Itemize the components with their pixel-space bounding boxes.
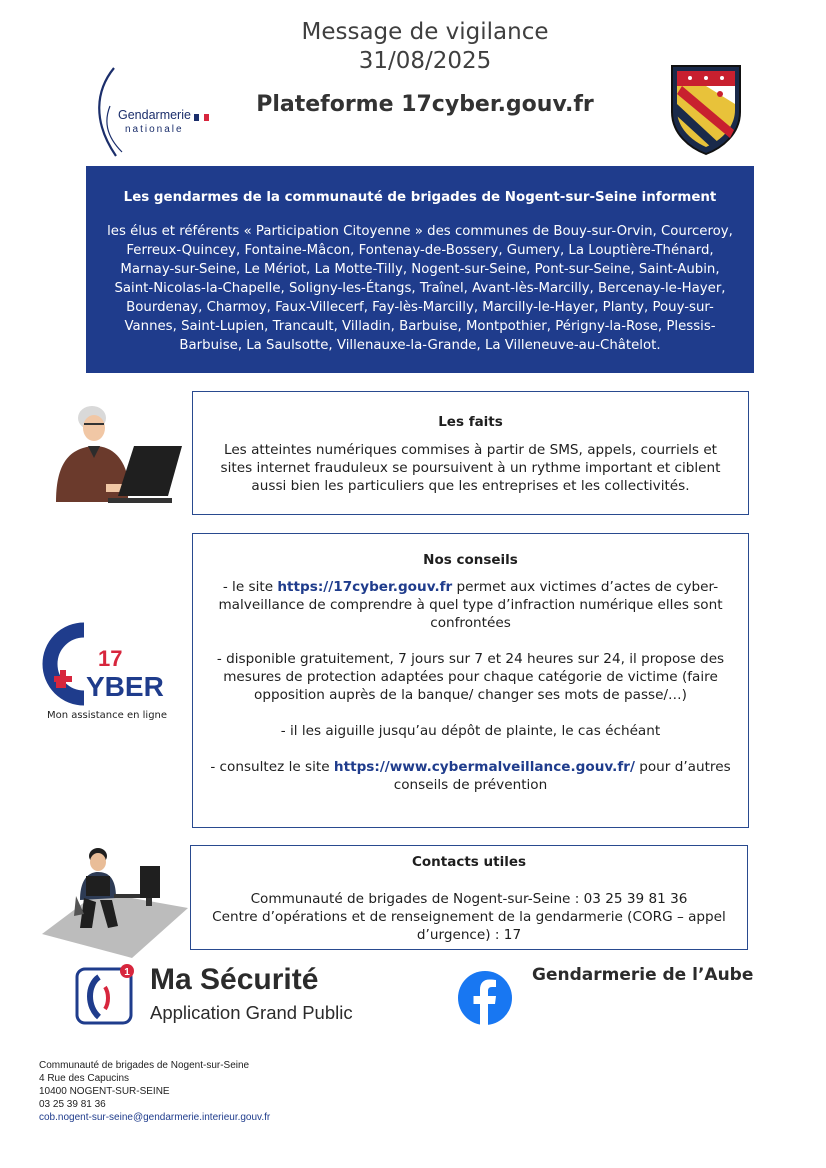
gendarmerie-logo-line1: Gendarmerie xyxy=(118,108,191,122)
coat-of-arms-shield xyxy=(670,64,742,156)
ma-securite-badge: 1 xyxy=(124,967,130,978)
17cyber-logo xyxy=(40,622,172,722)
advice-title: Nos conseils xyxy=(423,552,518,568)
facebook-icon xyxy=(457,970,513,1026)
advice-paragraph-4 xyxy=(207,758,734,794)
ma-securite-icon xyxy=(75,963,135,1025)
ma-securite-app-icon[interactable] xyxy=(75,963,135,1025)
17cyber-link[interactable]: https://17cyber.gouv.fr xyxy=(277,579,453,595)
contacts-title: Contacts utiles xyxy=(411,854,527,870)
document-date: 31/08/2025 xyxy=(358,48,492,74)
facts-title: Les faits xyxy=(438,414,503,430)
ma-securite-title: Ma Sécurité xyxy=(150,963,319,996)
contacts-line-2: Centre d’opérations et de renseignement de la gendarmerie (CORG – appel d’urgence) : 17 xyxy=(212,909,726,943)
footer-line-2: 4 Rue des Capucins xyxy=(39,1073,130,1084)
advice-p4-before: - consultez le site xyxy=(210,759,334,775)
advice-box xyxy=(192,533,749,828)
gendarme-computer-illustration xyxy=(40,842,190,960)
tricolor-flag-icon xyxy=(194,114,209,121)
information-banner xyxy=(86,166,754,373)
contacts-box xyxy=(190,845,748,950)
17cyber-emblem-icon xyxy=(40,622,172,708)
17cyber-tagline: Mon assistance en ligne xyxy=(46,710,168,721)
senior-laptop-illustration xyxy=(48,398,186,506)
footer-line-4: 03 25 39 81 36 xyxy=(39,1099,106,1110)
gendarmerie-logo xyxy=(92,66,222,161)
footer-line-1: Communauté de brigades de Nogent-sur-Seine xyxy=(39,1060,250,1071)
gendarmerie-logo-line2: nationale xyxy=(125,124,184,135)
facts-box xyxy=(192,391,749,515)
advice-p1-before: - le site xyxy=(222,579,278,595)
17cyber-word: YBER xyxy=(86,671,164,702)
ma-securite-subtitle: Application Grand Public xyxy=(150,1002,353,1023)
17cyber-number: 17 xyxy=(98,646,123,671)
footer-address xyxy=(39,1059,270,1124)
footer-email-link[interactable]: cob.nogent-sur-seine@gendarmerie.interieur.gouv.fr xyxy=(39,1112,271,1123)
banner-heading: Les gendarmes de la communauté de brigades de Nogent-sur-Seine informent xyxy=(123,190,717,205)
advice-paragraph-3: - il les aiguille jusqu’au dépôt de plainte, le cas échéant xyxy=(280,723,661,739)
shield-icon xyxy=(670,64,742,156)
facts-text: Les atteintes numériques commises à partir de SMS, appels, courriels et sites internet frauduleux se poursuivent à un rythme important et ciblent aussi bien les particuliers que les entreprises et les collectivités. xyxy=(220,442,721,494)
banner-communes-text: les élus et référents « Participation Citoyenne » des communes de Bouy-sur-Orvin, Courceroy, Ferreux-Quincey, Fontaine-Mâcon, Fontenay-de-Bossery, Gumery, La Louptière-Thénard, Marnay-sur-Seine, Le Mériot, La Motte-Tilly, Nogent-sur-Seine, Pont-sur-Seine, Saint-Aubin, Saint-Nicolas-la-Chapelle, Soligny-les-Étangs, Traînel, Avant-lès-Marcilly, Bercenay-le-Hayer, Bourdenay, Charmoy, Faux-Villecerf, Fay-lès-Marcilly, Marcilly-le-Hayer, Planty, Pouy-sur-Vannes, Saint-Lupien, Trancault, Villadin, Barbuise, Montpothier, Périgny-la-Rose, Plessis-Barbuise, La Saulsotte, Villenauxe-la-Grande, La Villeneuve-au-Châtelot. xyxy=(107,224,733,353)
document-title: Message de vigilance xyxy=(301,19,549,45)
cybermalveillance-link[interactable]: https://www.cybermalveillance.gouv.fr/ xyxy=(333,759,635,775)
footer-line-3: 10400 NOGENT-SUR-SEINE xyxy=(39,1086,170,1097)
contacts-line-1: Communauté de brigades de Nogent-sur-Seine : 03 25 39 81 36 xyxy=(250,891,688,907)
advice-p1-after: permet aux victimes d’actes de cyber-malveillance de comprendre à quel type d’infraction numérique elles sont confrontées xyxy=(218,579,723,631)
advice-paragraph-2: - disponible gratuitement, 7 jours sur 7 et 24 heures sur 24, il propose des mesures de protection adaptées pour chaque catégorie de victime (faire opposition auprès de la banque/ changer ses mots de passe/…) xyxy=(216,651,725,703)
facebook-page-name: Gendarmerie de l’Aube xyxy=(532,965,754,985)
advice-p4-after: pour d’autres conseils de prévention xyxy=(393,759,731,793)
platform-title: Plateforme 17cyber.gouv.fr xyxy=(256,92,594,117)
advice-paragraph-1 xyxy=(207,578,734,632)
facebook-link[interactable] xyxy=(457,970,513,1026)
